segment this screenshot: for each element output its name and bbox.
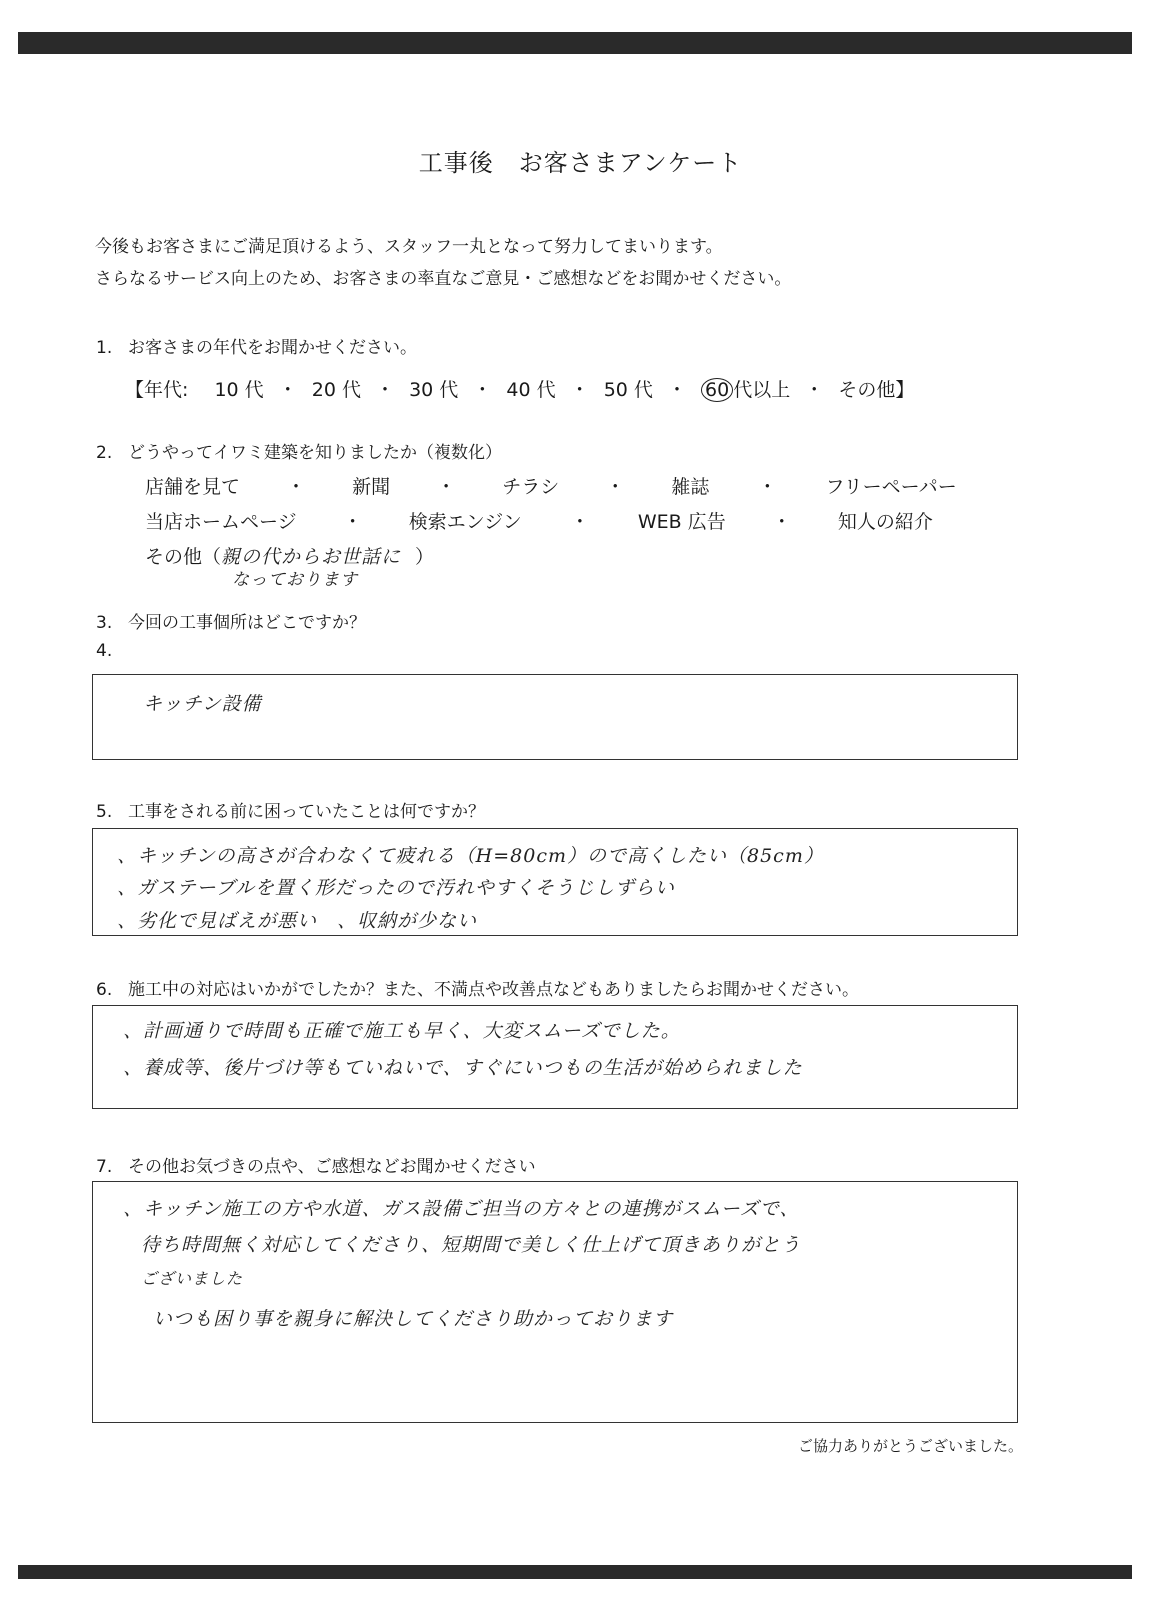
question-6 [96, 975, 859, 1000]
top-border-bar [18, 32, 1132, 54]
separator: ・ [472, 379, 492, 401]
question-number: 4. [96, 641, 113, 661]
question-5 [96, 797, 485, 822]
media-option-homepage[interactable]: 当店ホームページ [145, 511, 297, 533]
handwritten-answer-line: 、劣化で見ばえが悪い 、収納が少ない [117, 910, 478, 932]
question-number: 3. [96, 613, 113, 633]
answer-box-5[interactable] [92, 828, 1018, 936]
handwritten-answer-line: 、キッチン施工の方や水道、ガス設備ご担当の方々との連携がスムーズで、 [123, 1198, 800, 1220]
media-option-magazine[interactable]: 雑誌 [671, 476, 710, 498]
separator: ・ [343, 511, 363, 533]
question-text: お客さまの年代をお聞かせください。 [128, 338, 417, 358]
separator: ・ [286, 476, 306, 498]
handwritten-answer-line: 、計画通りで時間も正確で施工も早く、大変スムーズでした。 [123, 1020, 681, 1042]
handwritten-answer-line: 、養成等、後片づけ等もていねいで、すぐにいつもの生活が始められました [123, 1057, 803, 1079]
age-bracket-label: 【年代: [125, 379, 189, 401]
media-option-flyer[interactable]: チラシ [502, 476, 560, 498]
separator: ・ [605, 476, 625, 498]
answer-box-6[interactable] [92, 1005, 1018, 1109]
media-option-store-visit[interactable]: 店舗を見て [145, 476, 241, 498]
handwritten-answer-line: いつも困り事を親身に解決してくださり助かっております [153, 1308, 674, 1330]
handwritten-other-answer-cont: なっております [232, 570, 358, 590]
media-option-web-ad[interactable]: WEB 広告 [637, 511, 726, 533]
age-option-30s[interactable]: 30 代 [409, 379, 459, 401]
bottom-border-bar [18, 1565, 1132, 1579]
question-number: 2. [96, 443, 113, 463]
answer-box-7[interactable] [92, 1181, 1018, 1423]
separator: ・ [436, 476, 456, 498]
intro-line-1: 今後もお客さまにご満足頂けるよう、スタッフ一丸となって努力してまいります。 [95, 237, 723, 257]
handwritten-other-answer: 親の代からお世話に [221, 546, 402, 568]
question-number: 1. [96, 338, 113, 358]
separator: ・ [570, 511, 590, 533]
handwritten-answer-line: 待ち時間無く対応してくださり、短期間で美しく仕上げて頂きありがとう [141, 1234, 802, 1256]
separator: ・ [757, 476, 777, 498]
question-1 [96, 333, 417, 358]
question-number: 6. [96, 980, 113, 1000]
question-text: 今回の工事個所はどこですか？ [128, 613, 366, 633]
age-option-60-plus-selected[interactable] [701, 375, 790, 402]
separator: ・ [570, 379, 590, 401]
page-title: 工事後 お客さまアンケート [418, 149, 743, 177]
question-text: 施工中の対応はいかがでしたか？また、不満点や改善点などもありましたらお聞かせください。 [128, 980, 859, 1000]
handwritten-answer-line: 、ガステーブルを置く形だったので汚れやすくそうじしずらい [117, 877, 675, 899]
question-7 [96, 1152, 536, 1177]
question-4 [96, 641, 128, 661]
question-3 [96, 608, 366, 633]
separator: ・ [667, 379, 687, 401]
media-options-row-1 [145, 472, 957, 499]
question-text: 工事をされる前に困っていたことは何ですか？ [128, 802, 485, 822]
age-option-50s[interactable]: 50 代 [603, 379, 653, 401]
handwritten-answer: キッチン設備 [143, 693, 262, 715]
question-text: どうやってイワミ建築を知りましたか（複数化） [128, 443, 502, 463]
separator: ・ [375, 379, 395, 401]
media-option-free-paper[interactable]: フリーペーパー [825, 476, 957, 498]
media-option-newspaper[interactable]: 新聞 [352, 476, 391, 498]
question-2 [96, 438, 502, 463]
age-option-suffix: 代以上 [733, 379, 791, 401]
age-option-other[interactable]: その他】 [838, 379, 915, 401]
age-option-20s[interactable]: 20 代 [311, 379, 361, 401]
thank-you-note: ご協力ありがとうございました。 [797, 1437, 1023, 1455]
media-options-row-2 [145, 507, 933, 534]
question-number: 5. [96, 802, 113, 822]
handwritten-answer-line: 、キッチンの高さが合わなくて疲れる（H=80cm）ので高くしたい（85cm） [117, 845, 824, 867]
other-close: ） [415, 546, 435, 568]
other-label: その他（ [145, 546, 222, 568]
handwritten-answer-line: ございました [141, 1269, 244, 1288]
separator: ・ [804, 379, 824, 401]
age-options [125, 375, 914, 402]
intro-line-2: さらなるサービス向上のため、お客さまの率直なご意見・ご感想などをお聞かせください。 [95, 269, 792, 289]
media-option-search-engine[interactable]: 検索エンジン [408, 511, 522, 533]
question-number: 7. [96, 1157, 113, 1177]
separator: ・ [278, 379, 298, 401]
media-option-referral[interactable]: 知人の紹介 [837, 511, 933, 533]
selection-circle: 60 [701, 378, 733, 402]
answer-box-4[interactable] [92, 674, 1018, 760]
age-option-40s[interactable]: 40 代 [506, 379, 556, 401]
question-text: その他お気づきの点や、ご感想などお聞かせください [128, 1157, 536, 1177]
separator: ・ [772, 511, 792, 533]
age-option-10s[interactable]: 10 代 [214, 379, 264, 401]
